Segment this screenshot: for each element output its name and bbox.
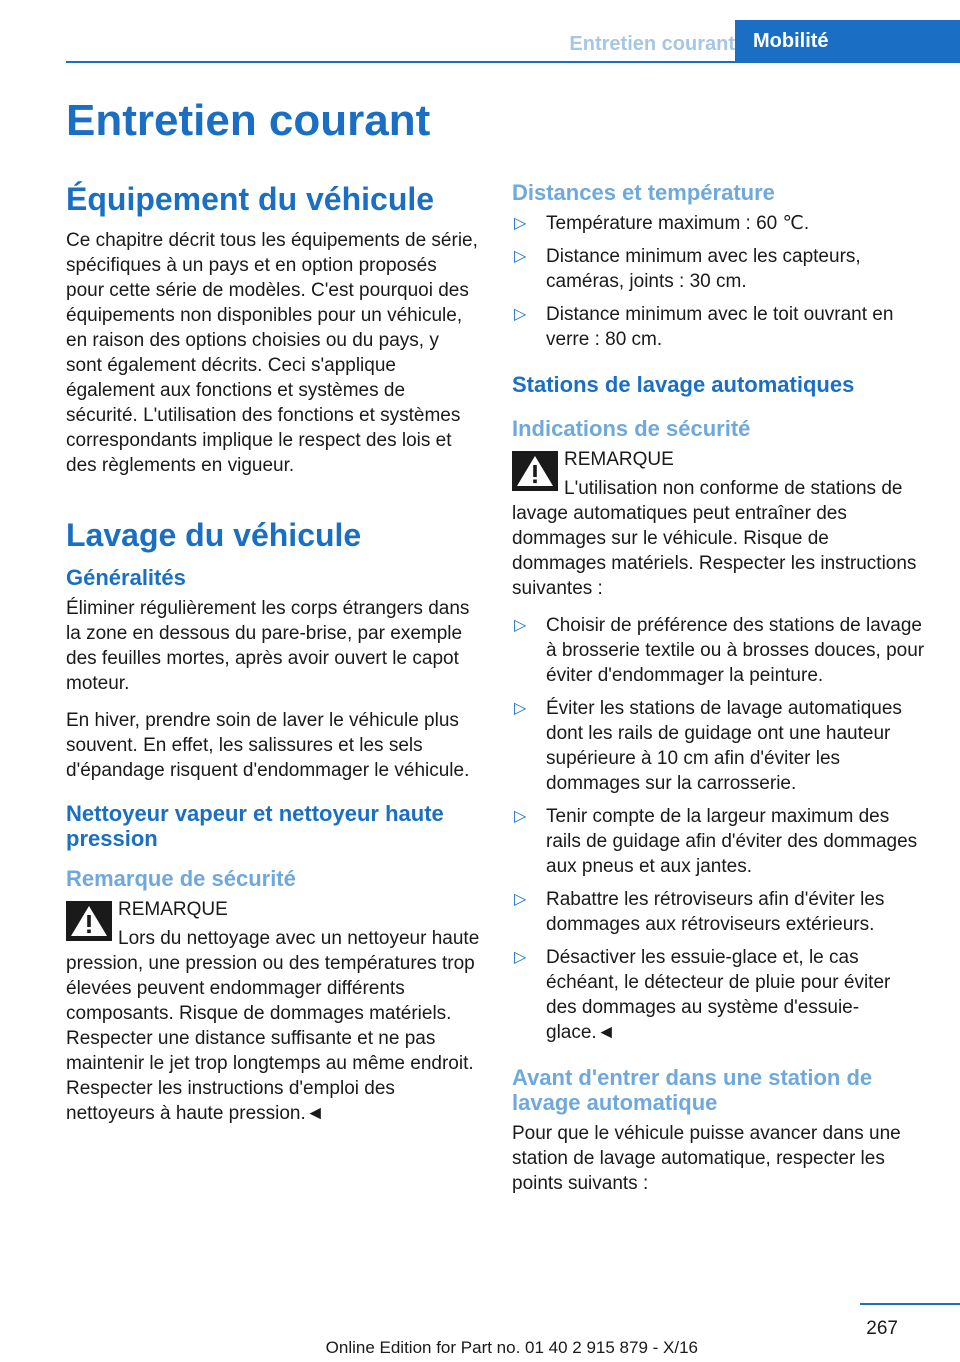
- edition-note: Online Edition for Part no. 01 40 2 915 879 - X/16: [325, 1338, 698, 1357]
- heading-distances: Distances et température: [512, 180, 775, 205]
- list-item: ▷ Température maximum : 60 ℃.: [514, 213, 810, 235]
- list-item: ▷ Tenir compte de la largeur maximum des rails de guidage afin d'éviter des dommages aux pneus et aux jantes.: [514, 805, 918, 877]
- heading-remarque-securite: Remarque de sécurité: [66, 865, 296, 891]
- triangle-bullet-icon: ▷: [514, 807, 527, 825]
- distances-list: [512, 211, 926, 352]
- header-chapter-tab: Mobilité: [735, 20, 960, 62]
- warning-block: [512, 447, 926, 601]
- left-column: [66, 180, 480, 1138]
- list-item: ▷ Désactiver les essuie-glace et, le cas échéant, le détecteur de pluie pour éviter des dommages au système d'essuie-glace.◄: [514, 946, 891, 1043]
- page-header: [0, 0, 960, 62]
- triangle-bullet-icon: ▷: [514, 215, 527, 233]
- list-item: ▷ Choisir de préférence des stations de lavage à brosserie textile ou à brosses douces, pour éviter d'endommager la peinture.: [514, 614, 925, 686]
- heading-lavage: Lavage du véhicule: [66, 517, 362, 554]
- triangle-bullet-icon: ▷: [514, 616, 527, 634]
- header-rule: [66, 61, 960, 63]
- warning-triangle-icon: [512, 451, 558, 491]
- heading-avant: Avant d'entrer dans une station de lavage automatique: [512, 1064, 873, 1116]
- triangle-bullet-icon: ▷: [514, 248, 527, 266]
- instructions-list: [512, 613, 926, 1045]
- page-title: Entretien courant: [66, 96, 431, 145]
- footer-rule: [860, 1303, 960, 1305]
- list-item: ▷ Rabattre les rétroviseurs afin d'éviter les dommages aux rétroviseurs extérieurs.: [514, 888, 885, 935]
- header-section-label: Entretien courant: [569, 33, 735, 55]
- heading-generalites: Généralités: [66, 564, 186, 590]
- paragraph-generalites-2: En hiver, prendre soin de laver le véhicule plus souvent. En effet, les salissures et les sels d'épandage risquent d'endommager le véhicule.: [66, 710, 470, 782]
- page-number: 267: [866, 1318, 898, 1339]
- triangle-bullet-icon: ▷: [514, 699, 527, 717]
- paragraph-avant: Pour que le véhicule puisse avancer dans une station de lavage automatique, respecter les points suivants :: [512, 1123, 901, 1195]
- triangle-bullet-icon: ▷: [514, 948, 527, 966]
- heading-equipement: Équipement du véhicule: [66, 181, 435, 217]
- paragraph-generalites-1: Éliminer régulièrement les corps étrangers dans la zone en dessous du pare-brise, par exemple des feuilles mortes, après avoir ouvert le capot moteur.: [66, 598, 470, 695]
- list-item: ▷ Distance minimum avec le toit ouvrant en verre : 80 cm.: [514, 304, 894, 351]
- heading-nettoyeur: Nettoyeur vapeur et nettoyeur haute pression: [66, 801, 444, 852]
- heading-indications: Indications de sécurité: [512, 415, 751, 441]
- list-item: ▷ Distance minimum avec les capteurs, caméras, joints : 30 cm.: [514, 246, 861, 293]
- paragraph-equipement: Ce chapitre décrit tous les équipements de série, spécifiques à un pays et en option proposés pour cette série de modèles. C'est pourquoi des équipements non disponibles pour un véhicule, en raison des options choisies ou du pays, y sont également décrits. Ceci s'applique également aux fonctions et systèmes de sécurité. L'utilisation des fonctions et systèmes correspondants implique le respect des lois et des règlements en vigueur.: [66, 230, 478, 477]
- triangle-bullet-icon: ▷: [514, 890, 527, 908]
- warning-triangle-icon: [66, 901, 112, 941]
- warning-text: Lors du nettoyage avec un nettoyeur haute pression, une pression ou des températures trop élevées peuvent endommager différents composants. Risque de dommages matériels. Respecter une distance suffisante et ne pas maintenir le jet trop longtemps au même endroit. Respecter les instructions d'emploi des nettoyeurs à haute pression.◄: [66, 927, 480, 1124]
- list-item: ▷ Éviter les stations de lavage automatiques dont les rails de guidage ont une hauteur supérieure à 10 cm afin d'éviter les dommages sur la carrosserie.: [514, 697, 902, 794]
- triangle-bullet-icon: ▷: [514, 306, 527, 324]
- warning-label: REMARQUE: [118, 898, 228, 920]
- warning-block: [66, 897, 480, 1126]
- warning-text: L'utilisation non conforme de stations de lavage automatiques peut entraîner des dommages sur le véhicule. Risque de dommages matériels. Respecter les instructions suivantes :: [512, 477, 917, 599]
- warning-label: REMARQUE: [564, 448, 674, 470]
- right-column: [512, 180, 926, 1208]
- heading-stations: Stations de lavage automatiques: [512, 372, 855, 398]
